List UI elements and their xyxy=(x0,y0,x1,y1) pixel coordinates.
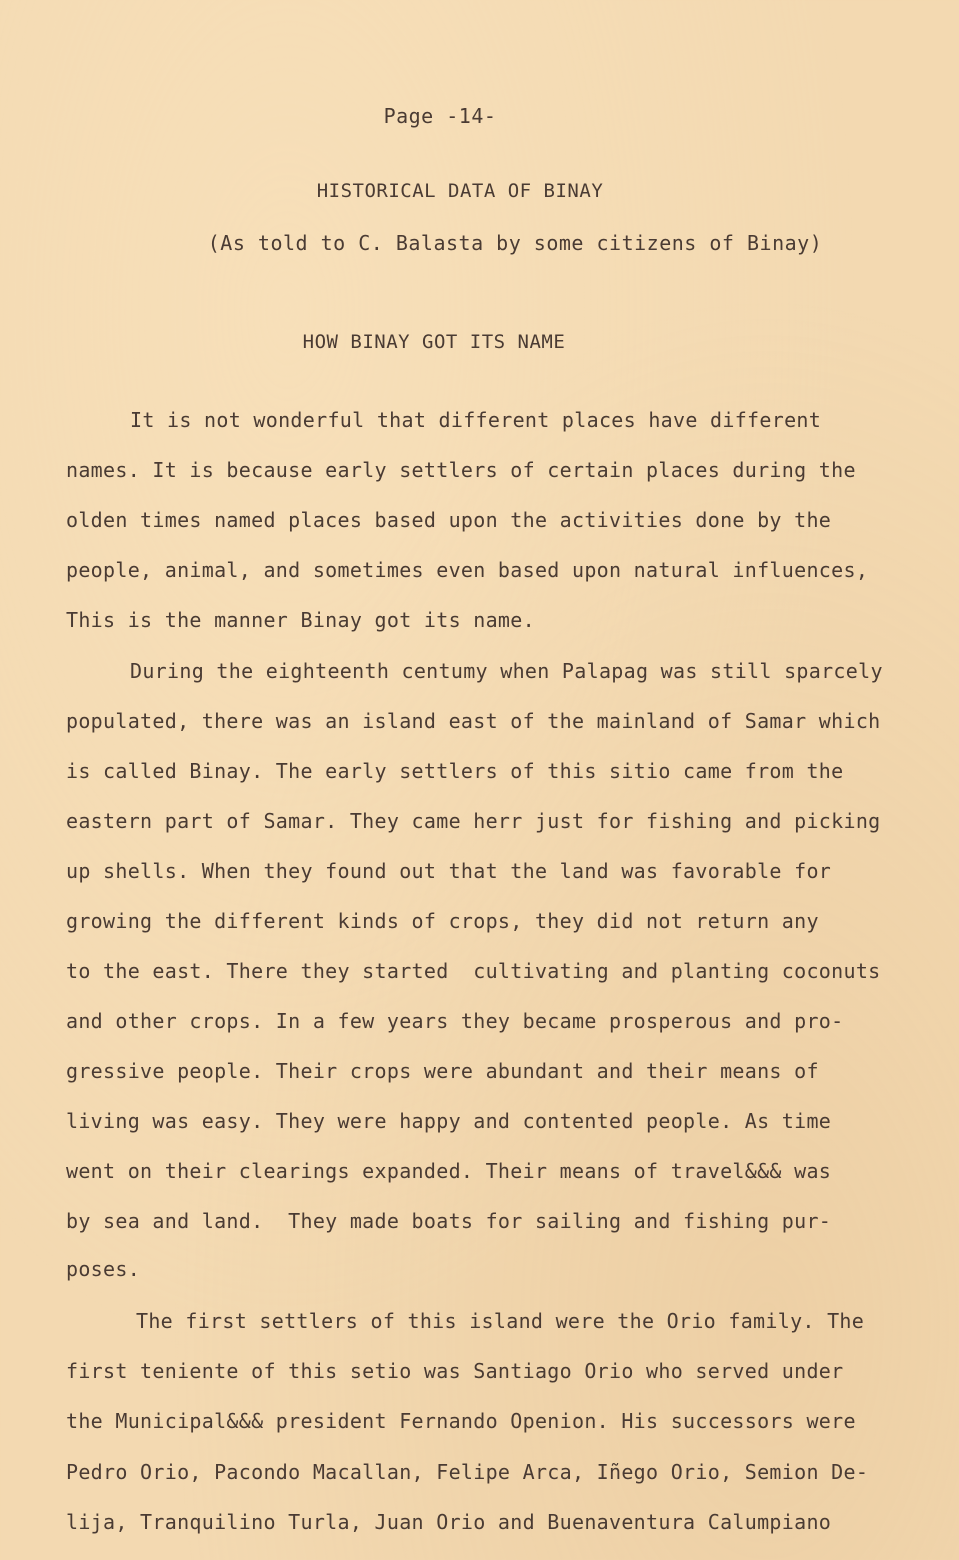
paragraph-line: growing the different kinds of crops, they did not return any xyxy=(66,909,819,933)
paragraph-line: names. It is because early settlers of certain places during the xyxy=(66,458,856,482)
page-number: Page -14- xyxy=(383,104,497,128)
paragraph-line: by sea and land. They made boats for sailing and fishing pur- xyxy=(66,1209,832,1233)
paragraph-line: went on their clearings expanded. Their means of travel&&& was xyxy=(66,1159,832,1183)
paragraph-line: to the east. There they started cultivating and planting coconuts xyxy=(66,959,881,983)
paragraph-line: up shells. When they found out that the land was favorable for xyxy=(66,859,832,883)
paragraph-line: Pedro Orio, Pacondo Macallan, Felipe Arca, Iñego Orio, Semion De- xyxy=(66,1460,869,1484)
paragraph-line: olden times named places based upon the activities done by the xyxy=(66,508,832,532)
paragraph-line: living was easy. They were happy and contented people. As time xyxy=(66,1109,832,1133)
section-heading: HOW BINAY GOT ITS NAME xyxy=(302,331,566,353)
paragraph-line: It is not wonderful that different places have different xyxy=(130,408,822,432)
document-title: HISTORICAL DATA OF BINAY xyxy=(316,180,604,202)
paragraph-line: eastern part of Samar. They came herr just for fishing and picking xyxy=(66,809,881,833)
paragraph-line: populated, there was an island east of the mainland of Samar which xyxy=(66,709,881,733)
paragraph-line: the Municipal&&& president Fernando Openion. His successors were xyxy=(66,1409,856,1433)
paragraph-line: is called Binay. The early settlers of this sitio came from the xyxy=(66,759,844,783)
paragraph-line: poses. xyxy=(66,1257,141,1281)
document-subtitle: (As told to C. Balasta by some citizens of Binay) xyxy=(207,231,823,255)
paragraph-line: first teniente of this setio was Santiago Orio who served under xyxy=(66,1359,844,1383)
paragraph-line: During the eighteenth centumy when Palapag was still sparcely xyxy=(130,659,883,683)
paragraph-line: gressive people. Their crops were abundant and their means of xyxy=(66,1059,819,1083)
paragraph-line: The first settlers of this island were the Orio family. The xyxy=(136,1309,865,1333)
paragraph-line: lija, Tranquilino Turla, Juan Orio and Buenaventura Calumpiano xyxy=(66,1510,832,1534)
paragraph-line: and other crops. In a few years they became prosperous and pro- xyxy=(66,1009,844,1033)
paragraph-line: people, animal, and sometimes even based upon natural influences, xyxy=(66,558,869,582)
paragraph-line: This is the manner Binay got its name. xyxy=(66,608,535,632)
